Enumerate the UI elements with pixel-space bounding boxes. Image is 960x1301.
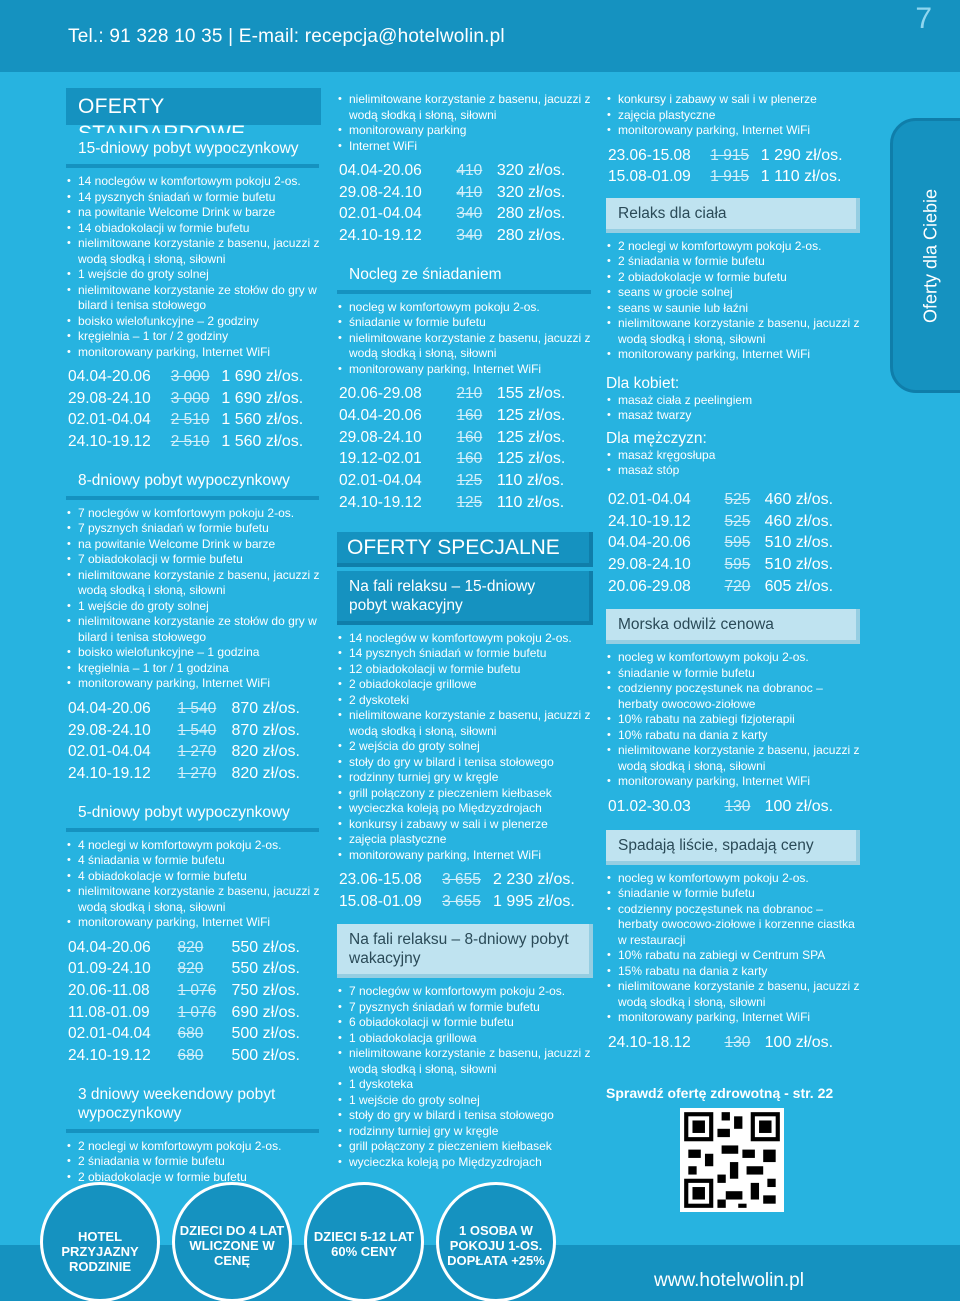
list-item: • masaż kręgosłupa xyxy=(606,448,860,464)
date-range: 02.01-04.04 xyxy=(339,205,422,223)
list-item: • nielimitowane korzystanie z basenu, jacuzzi z wodą słodką i słoną, siłowni xyxy=(66,568,321,599)
list-item: • 14 pysznych śniadań w formie bufetu xyxy=(337,646,593,662)
offer-title: Morska odwilż cenowa xyxy=(606,609,860,644)
feature-list xyxy=(337,300,593,378)
date-range: 15.08-01.09 xyxy=(608,168,691,186)
list-item: • kręgielnia – 1 tor / 2 godziny xyxy=(66,329,321,345)
date-range: 29.08-24.10 xyxy=(608,556,691,574)
price-row xyxy=(66,741,321,763)
list-item: • 6 obiadokolacji w formie bufetu xyxy=(337,1015,593,1031)
list-item: • monitorowany parking, Internet WiFi xyxy=(606,1010,860,1026)
list-item: • 15% rabatu na dania z karty xyxy=(606,964,860,980)
date-range: 02.01-04.04 xyxy=(68,1025,151,1043)
new-price: 550 zł/os. xyxy=(231,938,300,956)
side-tab-label: Oferty dla Ciebie xyxy=(920,188,941,323)
feature-list xyxy=(66,506,321,692)
list-item: • śniadanie w formie bufetu xyxy=(337,315,593,331)
list-item: • 7 pysznych śniadań w formie bufetu xyxy=(66,521,321,537)
price-row xyxy=(337,383,593,405)
price-row xyxy=(66,980,321,1002)
list-item: • 7 pysznych śniadań w formie bufetu xyxy=(337,1000,593,1016)
date-range: 19.12-02.01 xyxy=(339,450,422,468)
list-item: • konkursy i zabawy w sali i w plenerze xyxy=(606,92,860,108)
list-item: • 14 obiadokolacji w formie bufetu xyxy=(66,221,321,237)
qr-code[interactable] xyxy=(680,1108,784,1212)
new-price: 1 690 zł/os. xyxy=(221,368,304,385)
price-row xyxy=(337,869,593,891)
new-price: 280 zł/os. xyxy=(496,205,566,223)
old-price: 1 270 xyxy=(177,743,217,761)
offer-title: Spadają liście, spadają ceny xyxy=(606,830,860,865)
top-bar xyxy=(0,0,960,72)
feature-list xyxy=(606,239,860,363)
new-price: 510 zł/os. xyxy=(764,534,834,552)
date-range: 01.09-24.10 xyxy=(68,960,151,978)
price-row xyxy=(337,492,593,514)
list-item: • nielimitowane korzystanie z basenu, jacuzzi z wodą słodką i słoną, siłowni xyxy=(606,743,860,774)
column-special-offers xyxy=(337,92,593,1176)
new-price: 280 zł/os. xyxy=(496,227,566,245)
new-price: 690 zł/os. xyxy=(231,1003,300,1021)
date-range: 04.04-20.06 xyxy=(608,534,691,552)
price-row xyxy=(337,160,593,182)
special-offers-title: OFERTY SPECJALNE xyxy=(337,532,593,567)
price-table xyxy=(606,1032,860,1054)
date-range: 02.01-04.04 xyxy=(68,743,151,761)
new-price: 605 zł/os. xyxy=(764,577,834,595)
list-item: • 7 noclegów w komfortowym pokoju 2-os. xyxy=(337,984,593,1000)
old-price: 680 xyxy=(177,1025,204,1043)
list-item: • 2 śniadania w formie bufetu xyxy=(66,1154,321,1170)
date-range: 24.10-19.12 xyxy=(68,764,151,782)
old-price: 3 000 xyxy=(170,368,210,385)
list-item: • 1 obiadokolacja grillowa xyxy=(337,1031,593,1047)
list-item: • grill połączony z pieczeniem kiełbasek xyxy=(337,1139,593,1155)
list-item: • 14 noclegów w komfortowym pokoju 2-os. xyxy=(66,174,321,190)
new-price: 1 690 zł/os. xyxy=(221,389,304,407)
list-item: • konkursy i zabawy w sali i w plenerze xyxy=(337,817,593,833)
men-heading: Dla mężczyzn: xyxy=(606,429,707,447)
list-item: • monitorowany parking, Internet WiFi xyxy=(66,345,321,361)
new-price: 320 zł/os. xyxy=(496,183,566,201)
new-price: 500 zł/os. xyxy=(231,1025,300,1043)
price-row xyxy=(606,796,860,818)
list-item: • masaż stóp xyxy=(606,463,860,479)
new-price: 125 zł/os. xyxy=(496,450,566,468)
list-item: • na powitanie Welcome Drink w barze xyxy=(66,205,321,221)
feature-list xyxy=(66,838,321,931)
offer-title: Nocleg ze śniadaniem xyxy=(337,259,591,294)
date-range: 20.06-29.08 xyxy=(339,385,422,403)
list-item: • monitorowany parking, Internet WiFi xyxy=(606,774,860,790)
price-row xyxy=(606,145,860,167)
website-link[interactable]: www.hotelwolin.pl xyxy=(654,1270,804,1291)
list-item: • 1 wejście do groty solnej xyxy=(337,1093,593,1109)
list-item: • nielimitowane korzystanie ze stołów do gry w bilard i tenisa stołowego xyxy=(66,614,321,645)
price-row xyxy=(66,698,321,720)
list-item: • 2 wejścia do groty solnej xyxy=(337,739,593,755)
old-price: 160 xyxy=(456,428,483,446)
price-row xyxy=(337,891,593,913)
price-row xyxy=(337,470,593,492)
feature-list xyxy=(606,393,860,424)
new-price: 100 zł/os. xyxy=(764,797,834,815)
list-item: • 1 wejście do groty solnej xyxy=(66,267,321,283)
list-item: • nielimitowane korzystanie ze stołów do gry w bilard i tenisa stołowego xyxy=(66,283,321,314)
new-price: 870 zł/os. xyxy=(231,721,300,739)
list-item: • 2 noclegi w komfortowym pokoju 2-os. xyxy=(66,1139,321,1155)
column-standard-offers xyxy=(66,88,321,1191)
price-row xyxy=(66,763,321,785)
date-range: 24.10-19.12 xyxy=(68,433,151,451)
list-item: • 7 noclegów w komfortowym pokoju 2-os. xyxy=(66,506,321,522)
list-item: • wycieczka koleją po Międzyzdrojach xyxy=(337,801,593,817)
list-item: • masaż ciała z peelingiem xyxy=(606,393,860,409)
price-row xyxy=(66,937,321,959)
price-table xyxy=(66,366,321,453)
date-range: 04.04-20.06 xyxy=(339,162,422,179)
new-price: 1 110 zł/os. xyxy=(760,168,842,186)
badge-text: 1 OSOBA W POKOJU 1-OS. DOPŁATA +25% xyxy=(447,1223,545,1268)
side-tab[interactable] xyxy=(890,118,960,393)
list-item: • codzienny poczęstunek na dobranoc – herbaty owocowo-ziołowe i korzenne ciastka w restauracji xyxy=(606,902,860,949)
old-price: 820 xyxy=(177,960,204,978)
list-item: • monitorowany parking, Internet WiFi xyxy=(606,123,860,139)
price-row xyxy=(337,203,593,225)
old-price: 1 540 xyxy=(177,721,217,739)
list-item: • 2 noclegi w komfortowym pokoju 2-os. xyxy=(606,239,860,255)
list-item: • nielimitowane korzystanie z basenu, jacuzzi z wodą słodką i słoną, siłowni xyxy=(66,884,321,915)
list-item: • nocleg w komfortowym pokoju 2-os. xyxy=(337,300,593,316)
price-table xyxy=(606,145,860,188)
date-range: 23.06-15.08 xyxy=(608,146,691,164)
new-price: 1 560 zł/os. xyxy=(221,433,304,451)
new-price: 510 zł/os. xyxy=(764,556,834,574)
date-range: 29.08-24.10 xyxy=(339,428,422,446)
list-item: • boisko wielofunkcyjne – 2 godziny xyxy=(66,314,321,330)
new-price: 460 zł/os. xyxy=(764,490,834,508)
list-item: • nocleg w komfortowym pokoju 2-os. xyxy=(606,650,860,666)
list-item: • rodzinny turniej gry w kręgle xyxy=(337,1124,593,1140)
new-price: 1 290 zł/os. xyxy=(760,146,843,164)
badge-text: DZIECI 5-12 LAT 60% CENY xyxy=(313,1229,415,1259)
old-price: 1 915 xyxy=(710,146,750,164)
new-price: 320 zł/os. xyxy=(496,162,566,179)
list-item: • 2 obiadokolacje w formie bufetu xyxy=(66,1170,321,1186)
list-item: • grill połączony z pieczeniem kiełbasek xyxy=(337,786,593,802)
new-price: 110 zł/os. xyxy=(496,493,565,511)
old-price: 525 xyxy=(724,512,751,530)
old-price: 1 076 xyxy=(177,982,217,1000)
date-range: 29.08-24.10 xyxy=(68,389,151,407)
old-price: 3 655 xyxy=(442,871,481,889)
list-item: • 10% rabatu na zabiegi fizjoterapii xyxy=(606,712,860,728)
feature-list xyxy=(606,92,860,139)
old-price: 160 xyxy=(456,450,483,468)
list-item: • 2 dyskoteki xyxy=(337,693,593,709)
list-item: • 2 śniadania w formie bufetu xyxy=(606,254,860,270)
date-range: 20.06-29.08 xyxy=(608,577,691,595)
price-row xyxy=(606,576,860,598)
list-item: • seans w grocie solnej xyxy=(606,285,860,301)
old-price: 2 510 xyxy=(170,433,210,451)
price-row xyxy=(606,511,860,533)
list-item: • 2 obiadokolacje w formie bufetu xyxy=(606,270,860,286)
date-range: 29.08-24.10 xyxy=(68,721,151,739)
new-price: 125 zł/os. xyxy=(496,428,566,446)
price-row xyxy=(606,489,860,511)
list-item: • masaż twarzy xyxy=(606,408,860,424)
feature-list xyxy=(66,1139,321,1186)
women-heading: Dla kobiet: xyxy=(606,374,680,392)
list-item: • nielimitowane korzystanie z basenu, jacuzzi z wodą słodką i słoną, siłowni xyxy=(606,316,860,347)
list-item: • nocleg w komfortowym pokoju 2-os. xyxy=(606,871,860,887)
price-row xyxy=(337,427,593,449)
date-range: 01.02-30.03 xyxy=(608,797,691,815)
new-price: 1 560 zł/os. xyxy=(221,411,304,429)
date-range: 29.08-24.10 xyxy=(339,183,422,201)
list-item: • nielimitowane korzystanie z basenu, jacuzzi z wodą słodką i słoną, siłowni xyxy=(337,92,593,123)
old-price: 720 xyxy=(724,577,751,595)
price-row xyxy=(337,225,593,247)
date-range: 04.04-20.06 xyxy=(68,699,151,717)
page-number: 7 xyxy=(915,2,932,35)
list-item: • monitorowany parking, Internet WiFi xyxy=(337,848,593,864)
old-price: 1 540 xyxy=(177,699,217,717)
list-item: • nielimitowane korzystanie z basenu, jacuzzi z wodą słodką i słoną, siłowni xyxy=(606,979,860,1010)
price-table xyxy=(66,937,321,1067)
old-price: 130 xyxy=(724,1033,751,1051)
old-price: 340 xyxy=(456,205,483,223)
date-range: 02.01-04.04 xyxy=(608,490,691,508)
price-row xyxy=(66,431,321,453)
price-row xyxy=(66,720,321,742)
old-price: 680 xyxy=(177,1047,204,1065)
badge-text: DZIECI DO 4 LAT WLICZONE W CENĘ xyxy=(179,1223,285,1268)
new-price: 460 zł/os. xyxy=(764,512,834,530)
offer-title: Na fali relaksu – 15-dniowy pobyt wakacyjny xyxy=(337,571,593,625)
feature-list xyxy=(606,650,860,790)
list-item: • 10% rabatu na zabiegi w Centrum SPA xyxy=(606,948,860,964)
feature-list xyxy=(606,871,860,1026)
column-relax-offers xyxy=(606,92,860,1101)
list-item: • nielimitowane korzystanie z basenu, jacuzzi z wodą słodką i słoną, siłowni xyxy=(337,1046,593,1077)
price-row xyxy=(66,1045,321,1067)
price-row xyxy=(337,182,593,204)
price-row xyxy=(606,166,860,188)
old-price: 125 xyxy=(456,493,483,511)
date-range: 24.10-19.12 xyxy=(339,227,422,245)
new-price: 550 zł/os. xyxy=(231,960,300,978)
new-price: 2 230 zł/os. xyxy=(492,871,575,889)
old-price: 3 000 xyxy=(170,389,210,407)
old-price: 125 xyxy=(456,472,483,490)
offer-title: 15-dniowy pobyt wypoczynkowy xyxy=(66,133,319,168)
old-price: 1 915 xyxy=(710,168,750,186)
list-item: • 4 noclegi w komfortowym pokoju 2-os. xyxy=(66,838,321,854)
old-price: 1 270 xyxy=(177,764,217,782)
list-item: • na powitanie Welcome Drink w barze xyxy=(66,537,321,553)
list-item: • wycieczka koleją po Międzyzdrojach xyxy=(337,1155,593,1171)
old-price: 2 510 xyxy=(170,411,210,429)
list-item: • Internet WiFi xyxy=(337,139,593,155)
new-price: 125 zł/os. xyxy=(496,407,566,425)
price-row xyxy=(66,1002,321,1024)
list-item: • 12 obiadokolacji w formie bufetu xyxy=(337,662,593,678)
list-item: • monitorowany parking xyxy=(337,123,593,139)
price-table xyxy=(66,698,321,785)
list-item: • 14 pysznych śniadań w formie bufetu xyxy=(66,190,321,206)
list-item: • 1 wejście do groty solnej xyxy=(66,599,321,615)
price-table xyxy=(606,796,860,818)
old-price: 595 xyxy=(724,556,751,574)
feature-list xyxy=(337,92,593,154)
list-item: • 14 noclegów w komfortowym pokoju 2-os. xyxy=(337,631,593,647)
single-room-badge xyxy=(436,1182,556,1301)
date-range: 20.06-11.08 xyxy=(68,982,150,1000)
list-item: • 4 obiadokolacje w formie bufetu xyxy=(66,869,321,885)
price-row xyxy=(606,554,860,576)
new-price: 1 995 zł/os. xyxy=(492,892,575,910)
price-table xyxy=(337,869,593,912)
list-item: • monitorowany parking, Internet WiFi xyxy=(337,362,593,378)
offer-title: Na fali relaksu – 8-dniowy pobyt wakacyjny xyxy=(337,924,593,978)
price-row xyxy=(606,532,860,554)
old-price: 410 xyxy=(456,162,483,179)
feature-list xyxy=(337,631,593,864)
list-item: • stoły do gry w bilard i tenisa stołowego xyxy=(337,755,593,771)
date-range: 24.10-19.12 xyxy=(68,1047,151,1065)
offer-title: 5-dniowy pobyt wypoczynkowy xyxy=(66,797,319,832)
date-range: 23.06-15.08 xyxy=(339,871,422,889)
new-price: 820 zł/os. xyxy=(231,743,300,761)
list-item: • codzienny poczęstunek na dobranoc – herbaty owocowo-ziołowe xyxy=(606,681,860,712)
price-row xyxy=(66,409,321,431)
contact-info: Tel.: 91 328 10 35 | E-mail: recepcja@hotelwolin.pl xyxy=(68,26,505,47)
list-item: • kręgielnia – 1 tor / 1 godzina xyxy=(66,661,321,677)
list-item: • monitorowany parking, Internet WiFi xyxy=(66,676,321,692)
old-price: 3 655 xyxy=(442,892,481,910)
date-range: 11.08-01.09 xyxy=(68,1003,150,1021)
section-title: OFERTY xyxy=(66,88,321,125)
new-price: 750 zł/os. xyxy=(231,982,300,1000)
new-price: 870 zł/os. xyxy=(231,699,300,717)
list-item: • 7 obiadokolacji w formie bufetu xyxy=(66,552,321,568)
date-range: 04.04-20.06 xyxy=(339,407,422,425)
old-price: 210 xyxy=(456,385,483,403)
kids-discount-badge xyxy=(304,1182,424,1301)
old-price: 525 xyxy=(724,490,751,508)
list-item: • monitorowany parking, Internet WiFi xyxy=(606,347,860,363)
old-price: 130 xyxy=(724,797,751,815)
list-item: • 4 śniadania w formie bufetu xyxy=(66,853,321,869)
new-price: 155 zł/os. xyxy=(496,385,566,403)
date-range: 24.10-18.12 xyxy=(608,1033,691,1051)
list-item: • boisko wielofunkcyjne – 1 godzina xyxy=(66,645,321,661)
list-item: • śniadanie w formie bufetu xyxy=(606,666,860,682)
new-price: 820 zł/os. xyxy=(231,764,300,782)
price-row xyxy=(66,958,321,980)
price-row xyxy=(66,366,321,388)
price-table xyxy=(606,489,860,598)
list-item: • stoły do gry w bilard i tenisa stołowego xyxy=(337,1108,593,1124)
list-item: • seans w saunie lub łaźni xyxy=(606,301,860,317)
date-range: 04.04-20.06 xyxy=(68,938,151,956)
price-row xyxy=(606,1032,860,1054)
health-offer-link[interactable]: Sprawdź ofertę zdrowotną - str. 22 xyxy=(606,1085,834,1102)
old-price: 410 xyxy=(456,183,483,201)
list-item: • nielimitowane korzystanie z basenu, jacuzzi z wodą słodką i słoną, siłowni xyxy=(337,708,593,739)
price-row xyxy=(66,1023,321,1045)
price-row xyxy=(66,388,321,410)
list-item: • zajęcia plastyczne xyxy=(337,832,593,848)
new-price: 500 zł/os. xyxy=(231,1047,300,1065)
new-price: 100 zł/os. xyxy=(764,1033,834,1051)
feature-list xyxy=(337,984,593,1170)
date-range: 15.08-01.09 xyxy=(339,892,422,910)
kids-free-badge xyxy=(172,1182,292,1301)
list-item: • monitorowany parking, Internet WiFi xyxy=(66,915,321,931)
old-price: 340 xyxy=(456,227,483,245)
price-row xyxy=(337,448,593,470)
offer-title: 8-dniowy pobyt wypoczynkowy xyxy=(66,465,319,500)
feature-list xyxy=(66,174,321,360)
list-item: • 1 dyskoteka xyxy=(337,1077,593,1093)
date-range: 24.10-19.12 xyxy=(339,493,422,511)
list-item: • rodzinny turniej gry w kręgle xyxy=(337,770,593,786)
date-range: 02.01-04.04 xyxy=(339,472,422,490)
price-table xyxy=(337,160,593,247)
old-price: 160 xyxy=(456,407,483,425)
offer-title: Relaks dla ciała xyxy=(606,198,860,233)
price-table xyxy=(337,383,593,513)
offer-title: 3 dniowy weekendowy pobyt wypoczynkowy xyxy=(66,1079,319,1133)
list-item: • 10% rabatu na dania z karty xyxy=(606,728,860,744)
date-range: 02.01-04.04 xyxy=(68,411,151,429)
feature-list xyxy=(606,448,860,479)
family-friendly-badge xyxy=(40,1182,160,1301)
old-price: 820 xyxy=(177,938,204,956)
list-item: • 2 obiadokolacje grillowe xyxy=(337,677,593,693)
list-item: • śniadanie w formie bufetu xyxy=(606,886,860,902)
old-price: 595 xyxy=(724,534,751,552)
badge-text: HOTEL PRZYJAZNY RODZINIE xyxy=(61,1229,139,1274)
list-item: • nielimitowane korzystanie z basenu, jacuzzi z wodą słodką i słoną, siłowni xyxy=(337,331,593,362)
old-price: 1 076 xyxy=(177,1003,217,1021)
date-range: 24.10-19.12 xyxy=(608,512,691,530)
list-item: • zajęcia plastyczne xyxy=(606,108,860,124)
date-range: 04.04-20.06 xyxy=(68,368,151,385)
new-price: 110 zł/os. xyxy=(496,472,565,490)
list-item: • nielimitowane korzystanie z basenu, jacuzzi z wodą słodką i słoną, siłowni xyxy=(66,236,321,267)
price-row xyxy=(337,405,593,427)
